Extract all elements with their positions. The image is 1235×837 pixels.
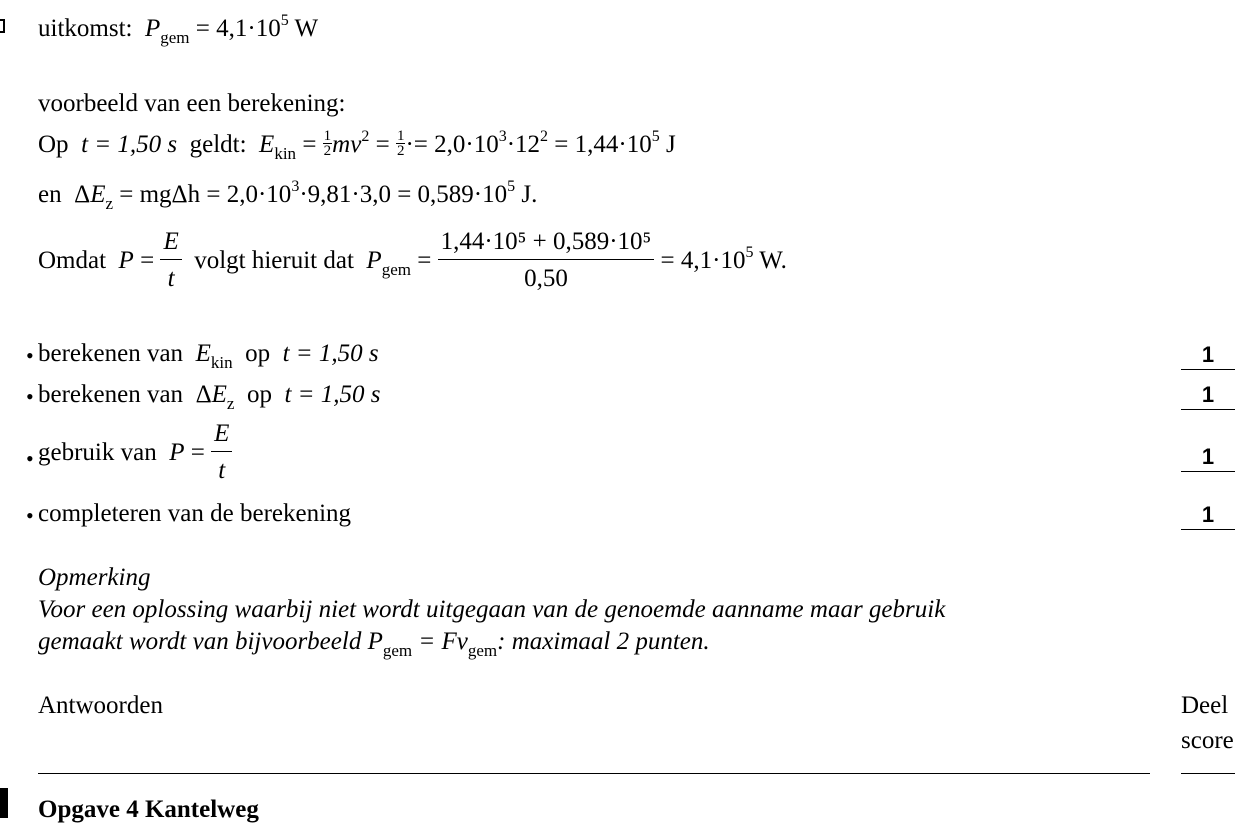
answer-marker-box [0, 19, 5, 33]
section-marker [0, 788, 8, 818]
opgave-title: Opgave 4 Kantelweg [38, 796, 259, 823]
opmerking-title: Opmerking [38, 564, 151, 591]
bullet: • [26, 343, 34, 368]
calc-line-1: Op t = 1,50 s geldt: $E_{kin}$ = $\frac{1}{2}$ $mv^2$ = $\frac{1}{2}$ ·= $2,0\cdot 10^3\cdot 12^2 = 1,44\cdot 10^5$ J [38, 127, 676, 163]
scores-heading: score [1181, 727, 1234, 754]
uitkomst-label: uitkomst: [38, 15, 133, 42]
fraction-E-over-t: $\frac{E}{t}$ [160, 226, 181, 295]
opmerking-line-2: gemaakt wordt van bijvoorbeeld $P_{gem} = Fv_{gem}$: maximaal 2 punten. [38, 628, 710, 660]
score-1: 1 [1181, 342, 1235, 370]
bullet: • [26, 446, 34, 471]
criterion-4: completeren van de berekening [38, 500, 352, 527]
divider-main [38, 773, 1150, 774]
bullet: • [26, 503, 34, 528]
criterion-3: gebruik van P = $\frac{E}{t}$ [38, 420, 232, 489]
uitkomst-unit: W [294, 15, 319, 42]
antwoorden-heading: Antwoorden [38, 692, 163, 719]
bullet: • [26, 384, 34, 409]
score-3: 1 [1181, 444, 1235, 472]
calc-line-2: en $\Delta E_z = mg\Delta h = 2,0\cdot 10^3\cdot 9,81\cdot 3,0 = 0,589\cdot 10^5$ J. [38, 178, 538, 213]
divider-score [1181, 773, 1235, 774]
criterion-2: berekenen van $\Delta E_z$ op t = 1,50 s [38, 381, 381, 413]
fraction-E-over-t-small: $\frac{E}{t}$ [211, 418, 232, 487]
fraction-power: $\frac{\text{1,44·10⁵ + 0,589·10⁵}}{0,50}$ [438, 226, 655, 295]
uitkomst-value: = 4,1·10 [195, 15, 281, 42]
opmerking-line-1: Voor een oplossing waarbij niet wordt uitgegaan van de genoemde aanname maar gebruik [38, 596, 946, 623]
score-4: 1 [1181, 502, 1235, 530]
criterion-1: berekenen van $E_{kin}$ op t = 1,50 s [38, 340, 379, 372]
uitkomst-line: uitkomst: $P_{gem} = 4,1\cdot 10^5$ W [38, 12, 319, 47]
score-2: 1 [1181, 382, 1235, 410]
deel-heading: Deel [1181, 692, 1229, 719]
calc-intro: voorbeeld van een berekening: [38, 90, 346, 117]
calc-line-3: Omdat P = $\frac{E}{t}$ volgt hieruit dat $P_{gem}$ = $\frac{\text{1,44·10⁵ + 0,589·10⁵}}{0,50}$ = $4,1\cdot 10^5$ W. [38, 228, 787, 297]
